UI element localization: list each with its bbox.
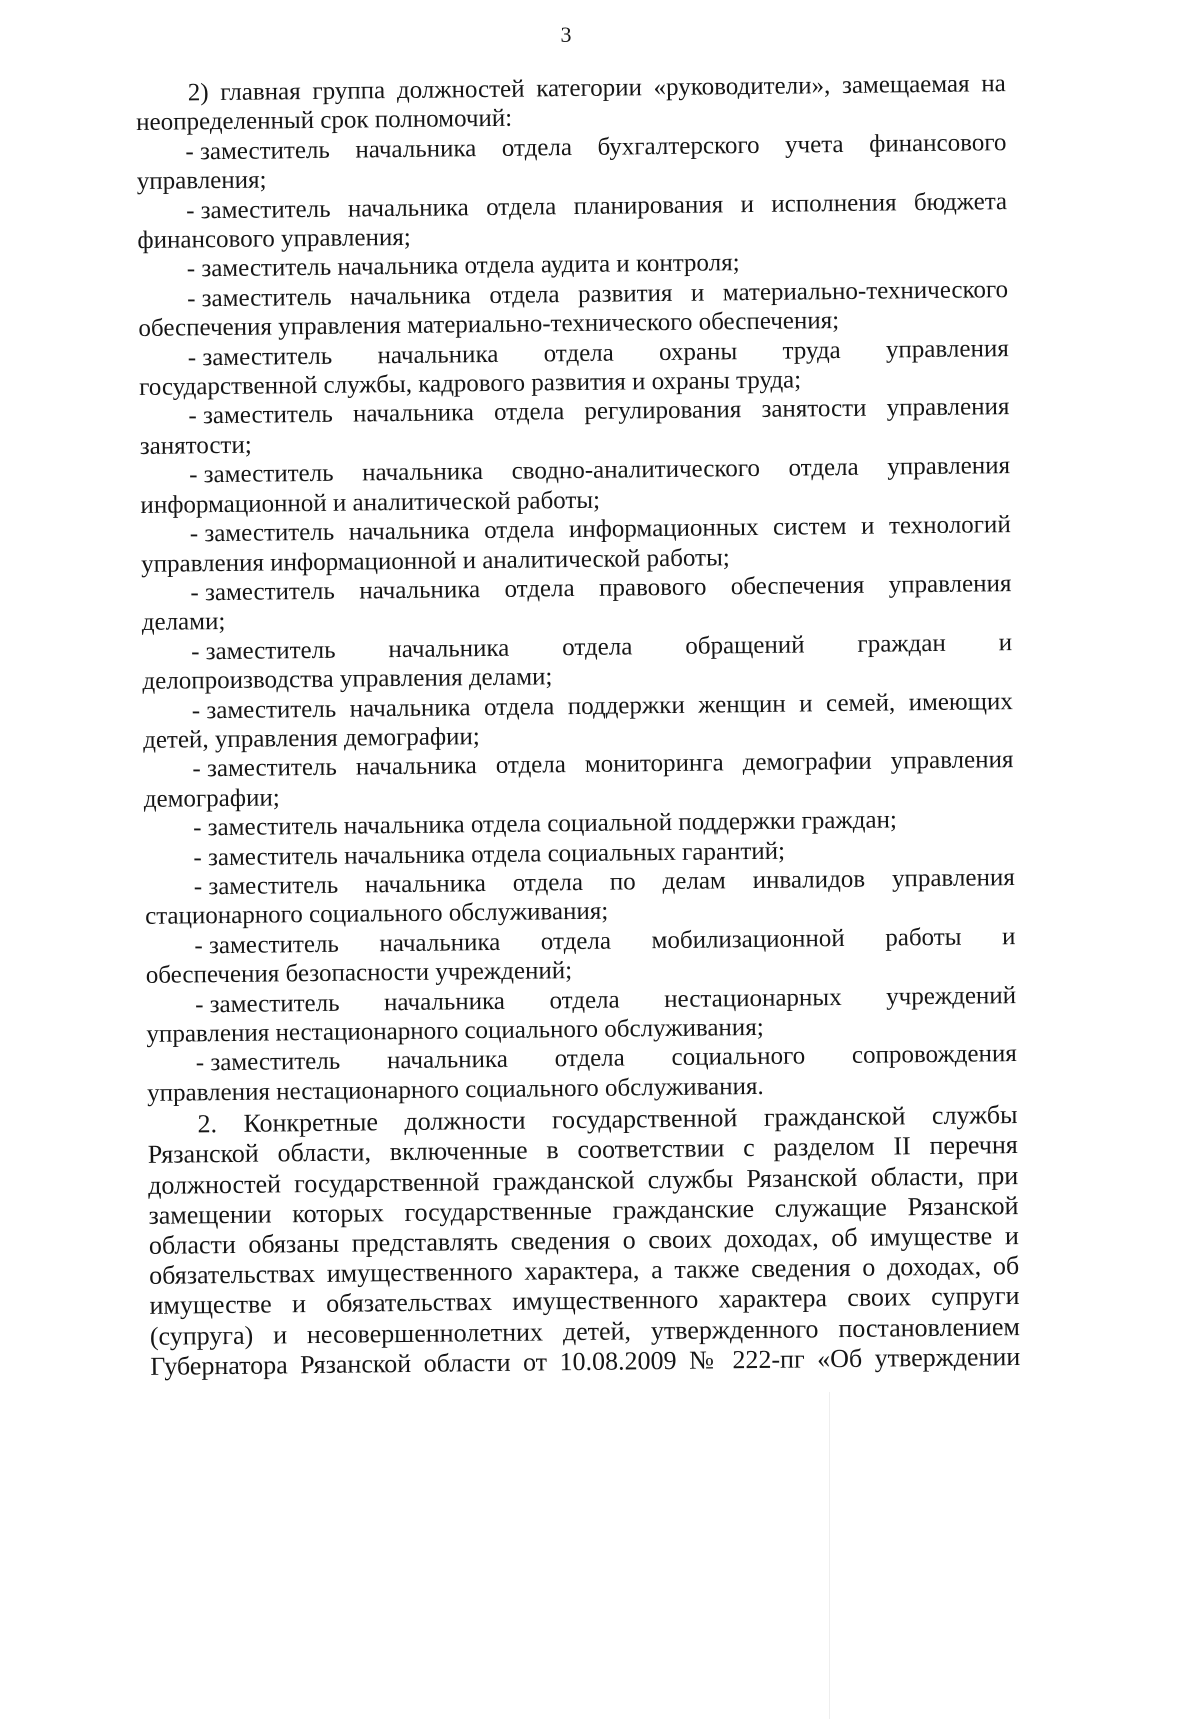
text-line: - заместитель начальника отдела нестационарных учреждений [194,981,1017,1018]
position-item [146,981,1017,1050]
list-dash-lead: - заместитель [186,254,332,283]
list-dash-lead: - заместитель [185,136,330,166]
text-line: области обязаны представлять сведения о своих доходах, об имуществе и [148,1221,1019,1260]
text-line: - заместитель начальника отдела охраны труда управления [187,334,1009,372]
text-line: - заместитель начальника отдела обращений граждан и [190,628,1013,666]
text-line: неопределенный срок полномочий: [135,105,513,137]
text-line: - заместитель начальника отдела информационных систем и технологий [189,511,1011,548]
list-dash-lead: - заместитель [193,842,339,871]
text-line: должностей государственной гражданской службы Рязанской области, при [148,1160,1019,1200]
text-line: управления нестационарного социального обслуживания. [146,1072,764,1107]
text-line: делопроизводства управления делами; [142,663,553,696]
position-item [139,393,1010,462]
position-item [140,451,1011,520]
list-dash-lead: - заместитель [188,460,334,489]
document-body [136,69,1021,1382]
text-line: - заместитель начальника отдела по делам инвалидов управления [193,864,1015,901]
text-line: - заместитель начальника отдела поддержки женщин и семей, имеющих [191,687,1013,724]
text-line: - заместитель начальника отдела планирования и исполнения бюджета [185,187,1008,225]
position-item [136,128,1007,197]
text-line: - заместитель начальника отдела мониторинга демографии управления [192,746,1014,783]
text-line: - заместитель начальника отдела социальных гарантий; [193,837,786,871]
text-line: обеспечения безопасности учреждений; [145,957,573,990]
list-dash-lead: - заместитель [186,283,332,313]
list-dash-lead: - заместитель [191,695,337,724]
position-group-section [136,69,1018,1108]
position-item [145,863,1016,932]
position-item [141,569,1012,638]
page-number: 3 [560,22,572,47]
text-line: занятости; [139,431,252,460]
text-line: - заместитель начальника отдела мобилизационной работы и [194,922,1016,960]
text-line: обязательствах имущественного характера, а также сведения о доходах, об [149,1251,1020,1291]
text-line: - заместитель начальника отдела развития и материально-технического [186,275,1009,313]
list-dash-lead: - заместитель [188,401,334,430]
text-line: детей, управления демографии; [142,723,480,754]
text-line: управления; [136,166,267,196]
text-line: управления информационной и аналитической работы; [140,543,730,578]
text-line: государственной службы, кадрового развития и охраны труда; [138,366,802,402]
text-line: 2. Конкретные должности государственной гражданской службы [197,1100,1018,1139]
position-list [136,128,1017,1108]
list-dash-lead: - заместитель [195,1048,341,1077]
list-dash-lead: - заместитель [194,930,340,960]
position-item [145,922,1016,991]
text-line: 2) главная группа должностей категории «руководители», замещаемая на [187,70,1006,107]
position-item [139,334,1010,403]
text-line: замещении которых государственные гражданские служащие Рязанской [148,1190,1019,1230]
text-line: - заместитель начальника отдела аудита и контроля; [186,249,740,283]
text-line: - заместитель начальника отдела социальной поддержки граждан; [192,806,897,842]
list-dash-lead: - заместитель [185,195,331,225]
scan-artifact-line [829,1392,830,1719]
text-line: - заместитель начальника отдела бухгалтерского учета финансового [185,128,1007,166]
text-line: делами; [141,608,226,637]
text-line: стационарного социального обслуживания; [144,898,609,931]
text-line: управления нестационарного социального обслуживания; [146,1013,764,1048]
list-dash-lead: - заместитель [189,518,335,548]
clause-2-paragraph [147,1100,1020,1382]
position-item [147,1039,1018,1108]
group-intro-paragraph [136,69,1007,138]
position-item [143,745,1014,814]
list-dash-lead: - заместитель [190,636,336,666]
text-line: финансового управления; [137,223,411,254]
list-dash-lead: - заместитель [193,871,339,901]
position-item [143,687,1014,756]
position-item [137,187,1008,256]
text-line: (супруга) и несовершеннолетних детей, утвержденного постановлением [149,1311,1021,1351]
list-dash-lead: - заместитель [192,754,338,783]
text-line: - заместитель начальника отдела правового обеспечения управления [190,569,1012,607]
text-line: - заместитель начальника сводно-аналитического отдела управления [188,452,1011,489]
text-line: - заместитель начальника отдела регулирования занятости управления [188,393,1010,430]
text-line: имуществе и обязательствах имущественного характера своих супруги [149,1281,1020,1321]
list-dash-lead: - заместитель [190,577,336,607]
text-line: обеспечения управления материально-технического обеспечения; [138,307,840,343]
list-dash-lead: - заместитель [192,812,338,842]
list-dash-lead: - заместитель [187,342,333,372]
text-line: демографии; [143,784,280,813]
text-line: Рязанской области, включенные в соответствии с разделом II перечня [147,1130,1018,1170]
position-item [141,510,1012,579]
text-line: - заместитель начальника отдела социального сопровождения [195,1040,1017,1077]
position-item [142,628,1013,697]
list-dash-lead: - заместитель [194,989,340,1018]
text-line: Губернатора Рязанской области от 10.08.2009 № 222-пг «Об утверждении [150,1341,1021,1381]
position-item [138,275,1009,344]
text-line: информационной и аналитической работы; [140,486,601,519]
